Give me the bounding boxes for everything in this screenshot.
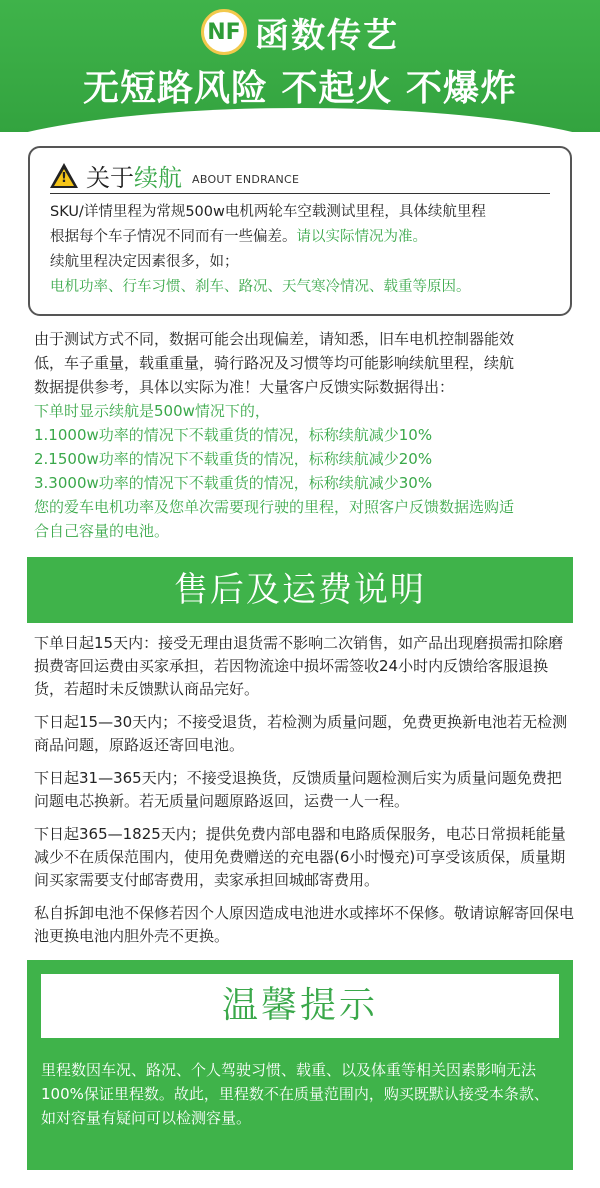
- notice-line-4: 电机功率、行车习惯、刹车、路况、天气寒冷情况、载重等原因。: [50, 279, 471, 295]
- notice-line-3: 续航里程决定因素很多，如；: [50, 254, 239, 270]
- feedback-line: 3.3000w功率的情况下不载重货的情况，标称续航减少30%: [34, 474, 433, 492]
- policy-item: 私自拆卸电池不保修若因个人原因造成电池进水或摔坏不保修。敬请谅解寄回保电池更换电池内胆外壳不更换。: [34, 904, 575, 945]
- brand-name: 函数传艺: [255, 15, 399, 56]
- notice-line-1: SKU/详情里程为常规500w电机两轮车空载测试里程，具体续航里程: [50, 204, 486, 220]
- feedback-line: 您的爱车电机功率及您单次需要现行驶的里程，对照客户反馈数据选购适: [34, 498, 515, 516]
- brand: [0, 6, 600, 58]
- notice-title-endurance: 续航: [134, 164, 182, 192]
- feedback-line: 下单时显示续航是500w情况下的，: [34, 402, 270, 420]
- feedback-line: 合自己容量的电池。: [34, 522, 170, 540]
- after-sales-policy: [34, 632, 574, 958]
- explanation-line: 数据提供参考，具体以实际为准！大量客户反馈实际数据得出：: [34, 378, 455, 396]
- notice-divider: [50, 193, 550, 194]
- warning-icon: !: [50, 163, 78, 189]
- notice-body: [50, 200, 565, 300]
- tips-text: 里程数因车况、路况、个人驾驶习惯、载重、以及体重等相关因素影响无法100%保证里程数。故此，里程数不在质量范围内，购买既默认接受本条款、如对容量有疑问可以检测容量。: [41, 1061, 549, 1127]
- slogan: 无短路风险 不起火 不爆炸: [82, 68, 518, 109]
- feedback-line: 1.1000w功率的情况下不载重货的情况，标称续航减少10%: [34, 426, 433, 444]
- notice-line-2: 根据每个车子情况不同而有一些偏差。请以实际情况为准。: [50, 229, 427, 245]
- tips-title: 温馨提示: [41, 974, 559, 1038]
- policy-item: 下单日起15天内：接受无理由退货需不影响二次销售，如产品出现磨损需扣除磨损费寄回运费由买家承担，若因物流途中损坏需签收24小时内反馈给客服退换货，若超时未反馈默认商品完好。: [34, 634, 564, 698]
- endurance-explanation: [34, 327, 574, 543]
- notice-title-about: 关于: [86, 164, 134, 192]
- endurance-notice-box: [28, 146, 572, 316]
- explanation-line: 低，车子重量，载重重量，骑行路况及习惯等均可能影响续航里程，续航: [34, 354, 515, 372]
- policy-item: 下日起365—1825天内；提供免费内部电器和电路质保服务，电芯日常损耗能量减少不在质保范围内，使用免费赠送的充电器(6小时慢充)可享受该质保，质量期间买家需要支付邮寄费用，卖家承担回城邮寄费用。: [34, 825, 566, 889]
- policy-item: 下日起31—365天内；不接受退换货，反馈质量问题检测后实为质量问题免费把问题电芯换新。若无质量问题原路返回，运费一人一程。: [34, 769, 562, 810]
- after-sales-title: 售后及运费说明: [27, 557, 573, 623]
- tips-panel: [27, 960, 573, 1170]
- feedback-line: 2.1500w功率的情况下不载重货的情况，标称续航减少20%: [34, 450, 433, 468]
- explanation-line: 由于测试方式不同，数据可能会出现偏差，请知悉，旧车电机控制器能效: [34, 330, 515, 348]
- notice-heading: [50, 158, 299, 193]
- brand-logo-icon: NF: [201, 9, 247, 55]
- notice-title-english: ABOUT ENDRANCE: [192, 173, 300, 186]
- header-banner: [0, 0, 600, 132]
- policy-item: 下日起15—30天内；不接受退货，若检测为质量问题，免费更换新电池若无检测商品问题，原路返还寄回电池。: [34, 713, 568, 754]
